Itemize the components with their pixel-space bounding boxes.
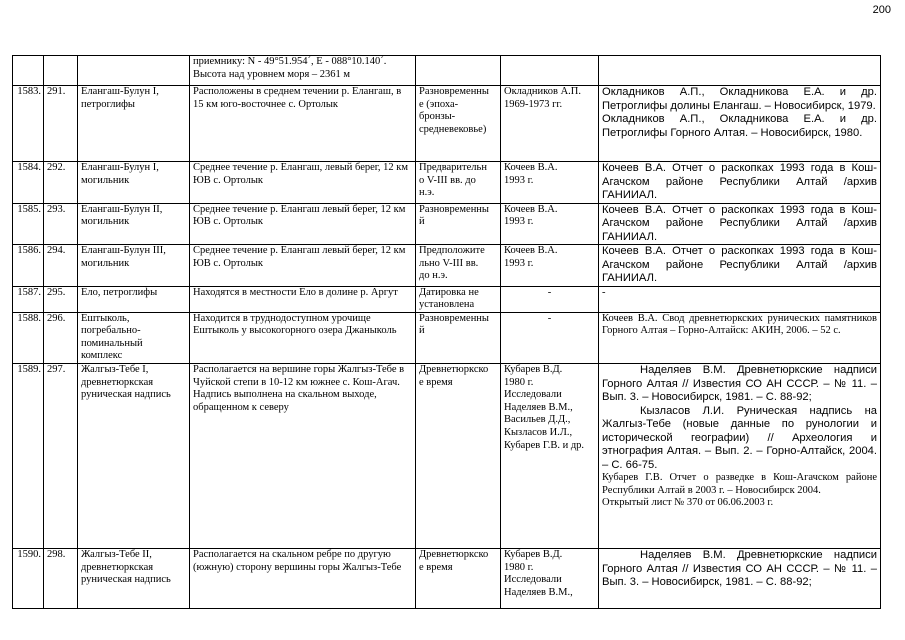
table-row-continuation — [13, 56, 881, 86]
cell-line: комплекс — [81, 350, 123, 362]
cell-line: могильник — [81, 216, 130, 228]
monument-dating — [416, 549, 501, 609]
row-subnumber: 291. — [44, 86, 78, 162]
cell-line: Наделяев В.М., — [504, 586, 573, 598]
table-cell — [13, 56, 44, 86]
cell-line: 1993 г. — [504, 257, 534, 269]
cell-line: до н.э. — [419, 270, 448, 282]
cell-line: Разновременны — [419, 312, 489, 324]
cell-line: Древнетюркско — [419, 549, 489, 561]
cell-line: й — [419, 325, 425, 337]
cell-line: Жалгыз-Тебе I, — [81, 364, 149, 376]
cell-line: ЮВ с. Ортолык — [193, 216, 263, 228]
cell-line: руническая надпись — [81, 389, 171, 401]
table-body — [13, 56, 881, 609]
monument-name — [78, 286, 190, 312]
cell-line: Древнетюркско — [419, 364, 489, 376]
reference-entry: Наделяев В.М. Древнетюркские надписи Горного Алтая // Известия СО АН СССР. – № 11. – Вып. 3. – Новосибирск, 1981. – С. 88-92; — [602, 364, 877, 404]
cell-line: 1969-1973 гг. — [504, 98, 563, 110]
reference-entry: Наделяев В.М. Древнетюркские надписи Горного Алтая // Известия СО АН СССР. – № 11. – Вып. 3. – Новосибирск, 1981. – С. 88-92; — [602, 549, 877, 589]
reference-entry: Кочеев В.А. Отчет о раскопках 1993 года в Кош-Агачском районе Республики Алтай /архив ГАНИИАЛ. — [602, 162, 877, 201]
cell-line: Кызласов И.Л., — [504, 427, 573, 439]
row-subnumber: 298. — [44, 549, 78, 609]
cell-line: Расположены в среднем течении р. Елангаш, в — [193, 86, 402, 97]
cell-line: петроглифы — [81, 98, 135, 110]
cell-line: средневековье) — [419, 123, 487, 135]
cell-line: о V-III вв. до — [419, 174, 476, 186]
cell-line: Разновременны — [419, 86, 489, 97]
cell-line: Елангаш-Булун I, — [81, 162, 159, 173]
cell-line: Располагается на вершине горы Жалгыз-Тебе в — [193, 364, 405, 376]
row-number: 1586. — [13, 245, 44, 287]
monument-location — [190, 245, 416, 287]
row-number: 1584. — [13, 162, 44, 204]
cell-line: Елангаш-Булун I, — [81, 86, 159, 97]
monument-location — [190, 364, 416, 549]
cell-line: Предположите — [419, 245, 485, 256]
cell-line: Среднее течение р. Елангаш левый берег, 12 км — [193, 245, 406, 256]
cell-line: Васильев Д.Д., — [504, 414, 571, 426]
monument-location — [190, 286, 416, 312]
row-number: 1588. — [13, 312, 44, 363]
table-cell — [44, 56, 78, 86]
cell-line: льно V-III вв. — [419, 257, 479, 269]
cell-line: Исследовали — [504, 389, 562, 401]
table-row — [13, 203, 881, 245]
row-number: 1589. — [13, 364, 44, 549]
reference-entry: Окладников А.П., Окладникова Е.А. и др. Петроглифы Горного Алтая. – Новосибирск, 1980. — [602, 113, 877, 139]
monument-location — [190, 86, 416, 162]
row-number: 1583. — [13, 86, 44, 162]
row-subnumber: 296. — [44, 312, 78, 363]
row-subnumber: 293. — [44, 203, 78, 245]
monument-researcher — [501, 203, 599, 245]
cell-line: могильник — [81, 174, 130, 186]
cell-line: ЮВ с. Ортолык — [193, 257, 263, 269]
monument-dating — [416, 203, 501, 245]
row-subnumber: 295. — [44, 286, 78, 312]
cell-line: Среднее течение р. Елангаш, левый берег, 12 км — [193, 162, 409, 173]
table-cell — [501, 56, 599, 86]
monument-references — [599, 86, 881, 162]
cell-line: древнетюркская — [81, 376, 154, 388]
table-row — [13, 364, 881, 549]
monument-dating — [416, 312, 501, 363]
cell-line: погребально- — [81, 325, 141, 337]
monument-references — [599, 312, 881, 363]
row-subnumber: 297. — [44, 364, 78, 549]
table-row — [13, 86, 881, 162]
reference-entry: Окладников А.П., Окладникова Е.А. и др. Петроглифы долины Елангаш. – Новосибирск, 1979. — [602, 86, 877, 112]
cell-line: обращенном к северу — [193, 401, 289, 413]
cell-line: ЮВ с. Ортолык — [193, 174, 263, 186]
monument-location — [190, 312, 416, 363]
cell-line: руническая надпись — [81, 574, 171, 586]
cell-line: Елангаш-Булун III, — [81, 245, 166, 256]
cell-line: 1980 г. — [504, 561, 534, 573]
cell-line: Кубарев В.Д. — [504, 549, 563, 561]
table-row — [13, 245, 881, 287]
cell-line: Елангаш-Булун II, — [81, 203, 163, 215]
reference-entry: Кочеев В.А. Свод древнетюркских рунических памятников Горного Алтая – Горно-Алтайск: АКИН, 2006. – 52 с. — [602, 312, 877, 337]
monument-references — [599, 203, 881, 245]
cell-line: Высота над уровнем моря – 2361 м — [193, 68, 351, 80]
monument-name — [78, 86, 190, 162]
cell-line: могильник — [81, 257, 130, 269]
monument-researcher — [501, 312, 599, 363]
table-cell — [416, 56, 501, 86]
monument-dating — [416, 162, 501, 204]
monument-references — [599, 364, 881, 549]
cell-line: Исследовали — [504, 574, 562, 586]
monument-references — [599, 245, 881, 287]
table-row — [13, 549, 881, 609]
cell-line: й — [419, 216, 425, 228]
cell-line: е время — [419, 561, 453, 573]
cell-line: Кубарев Г.В. и др. — [504, 439, 585, 451]
cell-line: Надпись выполнена на скальном выходе, — [193, 389, 377, 401]
cell-line: Кочеев В.А. — [504, 203, 558, 215]
monument-name — [78, 364, 190, 549]
table-row — [13, 162, 881, 204]
monument-researcher — [501, 549, 599, 609]
reference-entry: Кочеев В.А. Отчет о раскопках 1993 года в Кош-Агачском районе Республики Алтай /архив ГАНИИАЛ. — [602, 203, 877, 243]
monument-name — [78, 162, 190, 204]
page-number: 200 — [872, 4, 891, 16]
row-number: 1587. — [13, 286, 44, 312]
cell-line: Располагается на скальном ребре по другую — [193, 549, 391, 561]
cell-line: Среднее течение р. Елангаш левый берег, 12 км — [193, 203, 406, 215]
cell-line: н.э. — [419, 187, 435, 199]
monument-location — [190, 549, 416, 609]
cell-line: Разновременны — [419, 203, 489, 215]
monument-name — [78, 312, 190, 363]
table-row — [13, 312, 881, 363]
monument-researcher — [501, 86, 599, 162]
monuments-table — [12, 55, 881, 609]
cell-line: установлена — [419, 299, 475, 311]
row-number: 1585. — [13, 203, 44, 245]
cell-line: Предварительн — [419, 162, 487, 173]
reference-entry: Кызласов Л.И. Руническая надпись на Жалгыз-Тебе (новые данные по рунологии и исторической географии) // Археология и этнография Алтая. – Вып. 2. – Горно-Алтайск, 2004. – С. 66-75. — [602, 404, 877, 471]
cell-line: древнетюркская — [81, 561, 154, 573]
monument-researcher — [501, 162, 599, 204]
cell-line: 1993 г. — [504, 216, 534, 228]
cell-line: Жалгыз-Тебе II, — [81, 549, 152, 561]
cell-line: е время — [419, 376, 453, 388]
cell-line: е (эпоха- — [419, 98, 459, 110]
cell-line: Датировка не — [419, 286, 479, 298]
monument-name — [78, 245, 190, 287]
row-subnumber: 292. — [44, 162, 78, 204]
monument-researcher — [501, 286, 599, 312]
monument-dating — [416, 364, 501, 549]
monument-dating — [416, 245, 501, 287]
reference-entry: Кочеев В.А. Отчет о раскопках 1993 года в Кош-Агачском районе Республики Алтай /архив ГАНИИАЛ. — [602, 245, 877, 284]
row-number: 1590. — [13, 549, 44, 609]
monument-name — [78, 549, 190, 609]
monument-dating — [416, 86, 501, 162]
table-cell — [599, 56, 881, 86]
cell-line: Находятся в местности Ело в долине р. Аргут — [193, 286, 398, 298]
reference-entry: Кубарев Г.В. Отчет о разведке в Кош-Агачском районе Республики Алтай в 2003 г. – Новосибирск 2004. — [602, 472, 877, 496]
cell-line: 15 км юго-восточнее с. Ортолык — [193, 98, 339, 110]
cell-line: Наделяев В.М., — [504, 401, 573, 413]
reference-entry: - — [602, 286, 606, 298]
cell-line: 1980 г. — [504, 376, 534, 388]
monument-references — [599, 286, 881, 312]
cell-line: Кубарев В.Д. — [504, 364, 563, 376]
monument-researcher — [501, 245, 599, 287]
table-row — [13, 286, 881, 312]
cell-line: Чуйской степи в 10-12 км южнее с. Кош-Агач. — [193, 376, 400, 388]
cell-line: бронзы- — [419, 111, 456, 123]
cell-line: - — [547, 286, 552, 298]
table-cell — [190, 56, 416, 86]
monument-dating — [416, 286, 501, 312]
cell-line: 1993 г. — [504, 174, 534, 186]
cell-line: Кочеев В.А. — [504, 245, 558, 256]
cell-line: Кочеев В.А. — [504, 162, 558, 173]
monument-location — [190, 162, 416, 204]
monument-researcher — [501, 364, 599, 549]
cell-line: Ештыколь, — [81, 312, 130, 324]
cell-line: Находится в труднодоступном урочище — [193, 312, 371, 324]
reference-entry: Открытый лист № 370 от 06.06.2003 г. — [602, 497, 774, 509]
cell-line: поминальный — [81, 337, 143, 349]
row-subnumber: 294. — [44, 245, 78, 287]
monument-references — [599, 549, 881, 609]
cell-line: Ело, петроглифы — [81, 286, 158, 298]
monument-references — [599, 162, 881, 204]
monument-location — [190, 203, 416, 245]
monument-name — [78, 203, 190, 245]
cell-line: (южную) сторону вершины горы Жалгыз-Тебе — [193, 561, 402, 573]
cell-line: - — [547, 312, 552, 324]
table-cell — [78, 56, 190, 86]
cell-line: Ештыколь у высокогорного озера Джаныколь — [193, 325, 397, 337]
cell-line: приемнику: N - 49°51.954´, E - 088°10.140´. — [193, 56, 387, 67]
cell-line: Окладников А.П. — [504, 86, 581, 97]
